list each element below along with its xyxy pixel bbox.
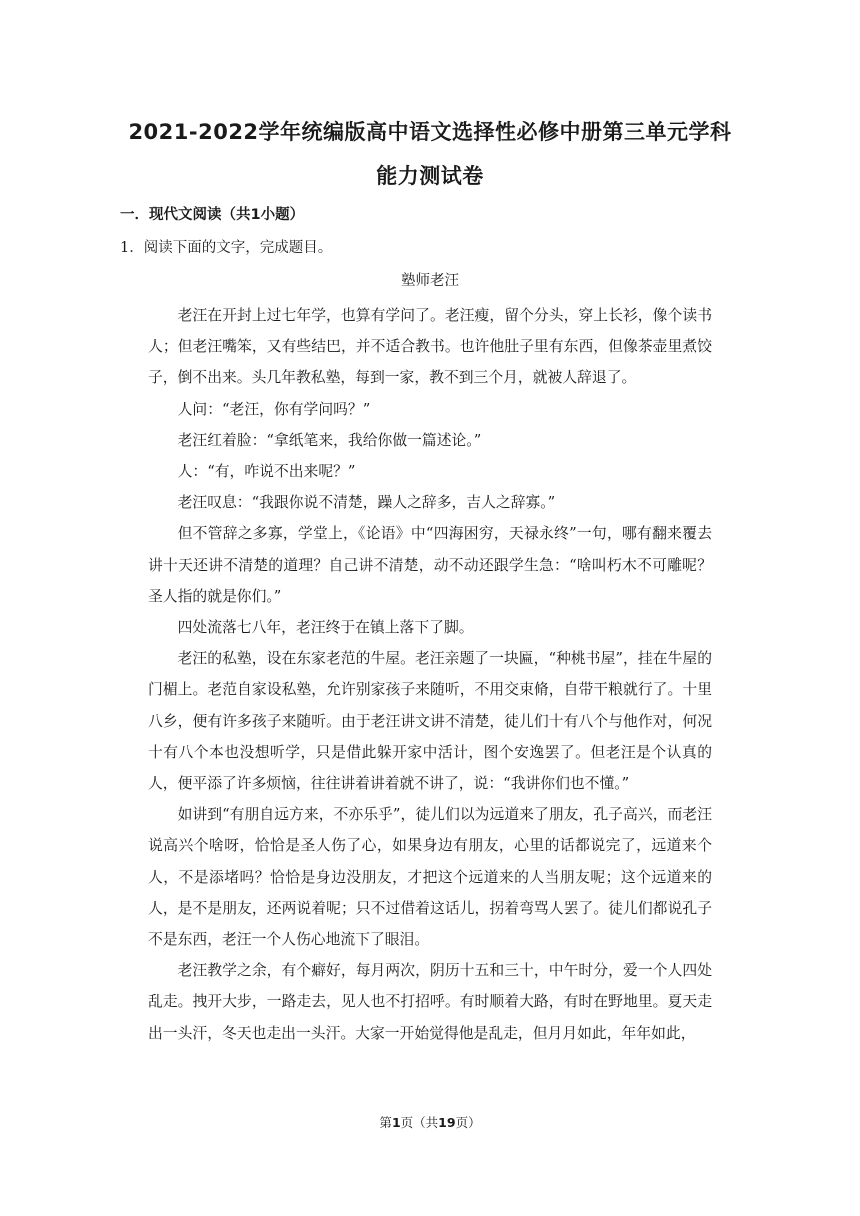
paragraph: 老汪在开封上过七年学，也算有学问了。老汪瘦，留个分头，穿上长衫，像个读书人；但老汪嘴笨，又有些结巴，并不适合教书。也许他肚子里有东西，但像茶壶里煮饺子，倒不出来。头几年教私塾，每到一家，教不到三个月，就被人辞退了。 (148, 307, 712, 387)
footer-middle: 页（共 (400, 1115, 439, 1130)
document-title-line1: 2021-2022学年统编版高中语文选择性必修中册第三单元学科 (128, 120, 732, 144)
paragraph: 四处流落七八年，老汪终于在镇上落下了脚。 (177, 619, 474, 637)
paragraph: 老汪红着脸：“拿纸笔来，我给你做一篇述论。” (177, 431, 482, 449)
paragraph: 老汪的私塾，设在东家老范的牛屋。老汪亲题了一块匾，“种桃书屋”，挂在牛屋的门楣上。老范自家设私塾，允许别家孩子来随听，不用交束脩，自带干粮就行了。十里八乡，便有许多孩子来随听。由于老汪讲文讲不清楚，徒儿们十有八个与他作对，何况十有八个本也没想听学，只是借此躲开家中活计，图个安逸罢了。但老汪是个认真的人，便平添了许多烦恼，往往讲着讲着就不讲了，说：“我讲你们也不懂。” (148, 650, 712, 793)
article-title: 塾师老汪 (401, 273, 459, 289)
question-intro: 1．阅读下面的文字，完成题目。 (120, 240, 333, 256)
paragraph: 老汪叹息：“我跟你说不清楚，躁人之辞多，吉人之辞寡。” (177, 494, 556, 512)
paragraph: 人问：“老汪，你有学问吗？” (177, 400, 371, 418)
paragraph: 如讲到“有朋自远方来，不亦乐乎”，徒儿们以为远道来了朋友，孔子高兴，而老汪说高兴个啥呀，恰恰是圣人伤了心，如果身边有朋友，心里的话都说完了，远道来个人，不是添堵吗？恰恰是身边没朋友，才把这个远道来的人当朋友呢；这个远道来的人，是不是朋友，还两说着呢；只不过借着这话儿，拐着弯骂人罢了。徒儿们都说孔子不是东西，老汪一个人伤心地流下了眼泪。 (148, 806, 712, 949)
page-footer (0, 1113, 860, 1131)
section-heading: 一．现代文阅读（共1小题） (120, 207, 305, 223)
document-title-line2: 能力测试卷 (376, 164, 484, 188)
paragraph: 老汪教学之余，有个癖好，每月两次，阴历十五和三十，中午时分，爱一个人四处乱走。拽开大步，一路走去，见人也不打招呼。有时顺着大路，有时在野地里。夏天走出一头汗，冬天也走出一头汗。大家一开始觉得他是乱走，但月月如此，年年如此， (148, 962, 712, 1042)
article-body (148, 300, 712, 1049)
paragraph: 人：“有，咋说不出来呢？” (177, 463, 356, 481)
paragraph: 但不管辞之多寡，学堂上，《论语》中“四海困穷，天禄永终”一句，哪有翻来覆去讲十天还讲不清楚的道理？自己讲不清楚，动不动还跟学生急：“啥叫朽木不可雕呢？圣人指的就是你们。” (148, 525, 712, 605)
footer-total-pages: 19 (438, 1115, 456, 1130)
footer-suffix: 页） (455, 1115, 481, 1130)
footer-prefix: 第 (379, 1115, 392, 1130)
footer-page-number: 1 (391, 1115, 401, 1130)
